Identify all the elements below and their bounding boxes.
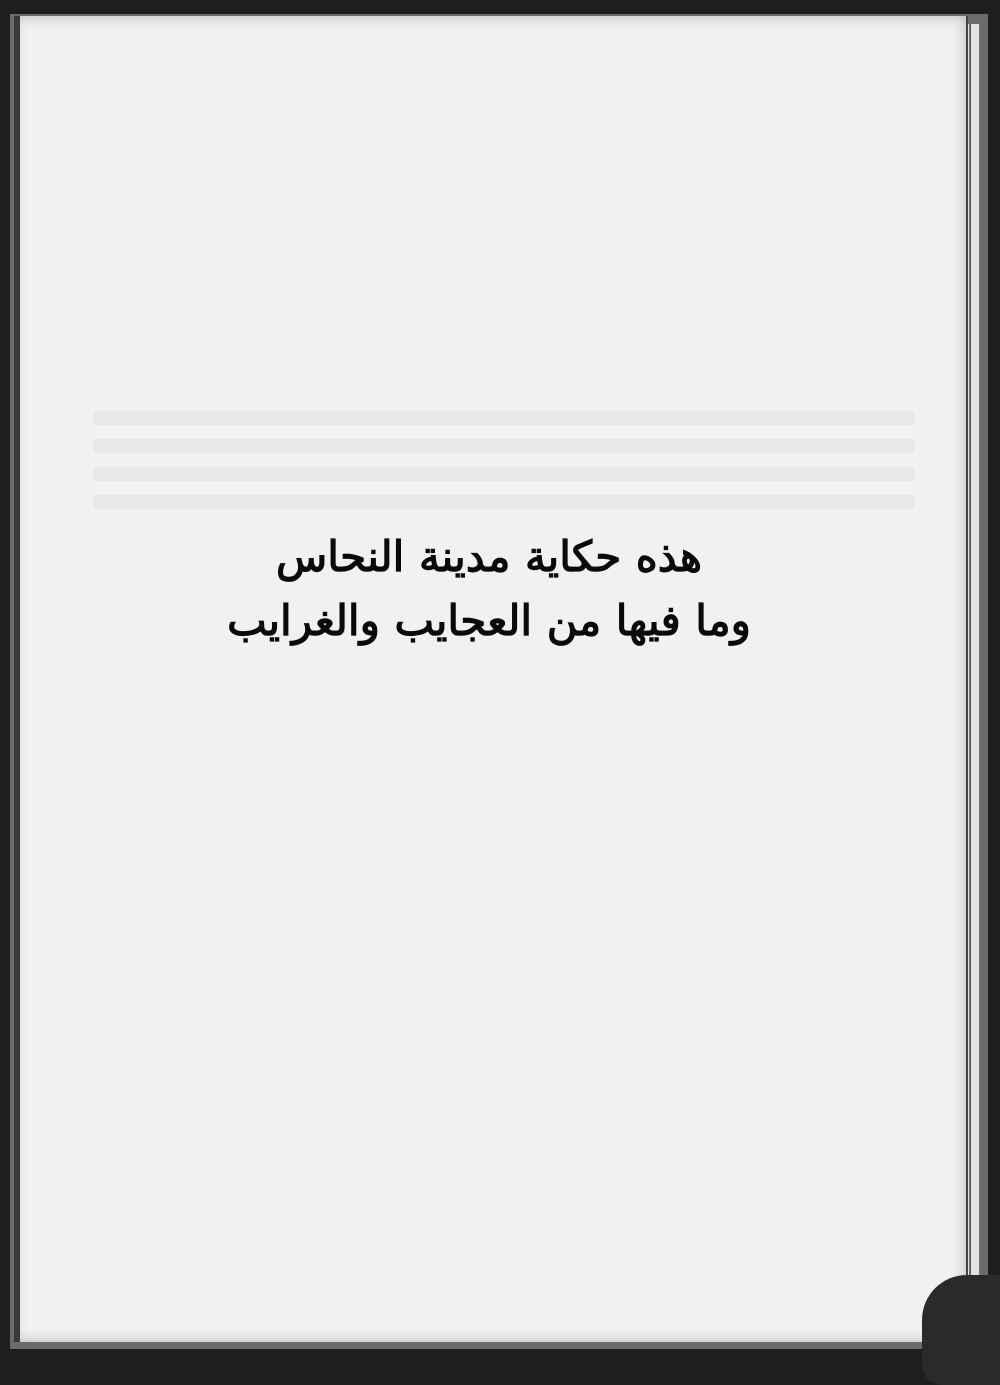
page-edge: [970, 24, 980, 1339]
manuscript-page: [14, 16, 968, 1342]
thumb: [922, 1275, 1000, 1385]
title-line: هذه حكاية مدينة النحاس: [276, 532, 702, 581]
title-line: وما فيها من العجايب والغرايب: [227, 596, 751, 645]
bleed-through: [94, 411, 914, 521]
